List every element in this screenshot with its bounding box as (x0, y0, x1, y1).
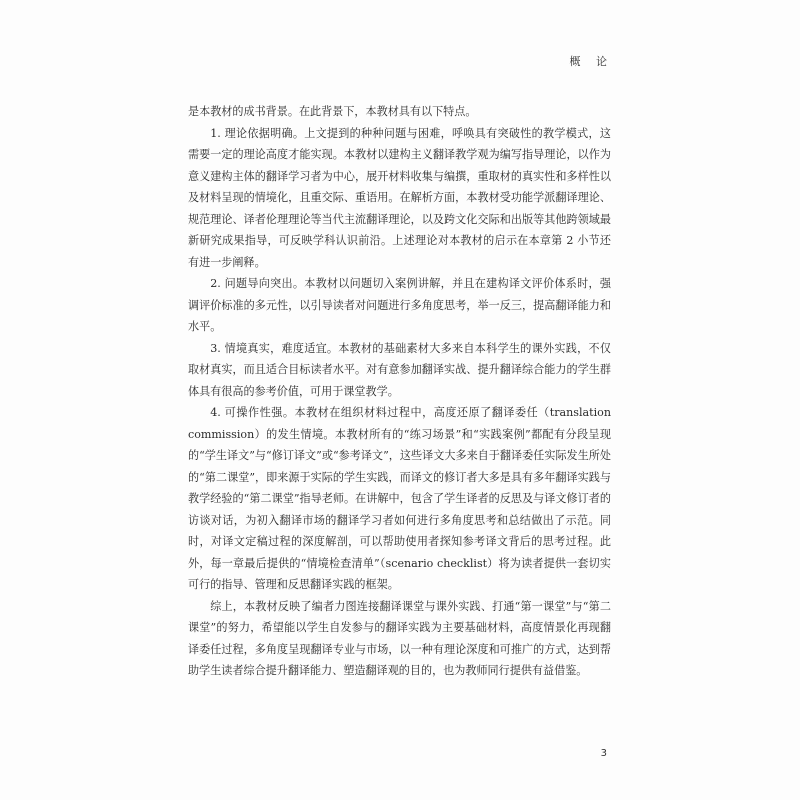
paragraph-feature-2: 2. 问题导向突出。本教材以问题切入案例讲解，并且在建构译文评价体系时，强调评价标准的多元性，以引导读者对问题进行多角度思考，举一反三，提高翻译能力和水平。 (188, 277, 611, 333)
paragraph-summary: 综上，本教材反映了编者力图连接翻译课堂与课外实践、打通“第一课堂”与“第二课堂”的努力，希望能以学生自发参与的翻译实践为主要基础材料，高度情景化再现翻译委任过程，多角度呈现翻译专业与市场，以一种有理论深度和可推广的方式，达到帮助学生读者综合提升翻译能力、塑造翻译观的目的，也为教师同行提供有益借鉴。 (188, 599, 611, 677)
paragraph-feature-4: 4. 可操作性强。本教材在组织材料过程中，高度还原了翻译委任（translation commission）的发生情境。本教材所有的“练习场景”和“实践案例”都配有分段呈现的“学生译文”与“修订译文”或“参考译文”，这些译文大多来自于翻译委任实际发生所处的“第二课堂”，即来源于实际的学生实践，而译文的修订者大多是具有多年翻译实践与教学经验的“第二课堂”指导老师。在讲解中，包含了学生译者的反思及与译文修订者的访谈对话，为初入翻译市场的翻译学习者如何进行多角度思考和总结做出了示范。同时，对译文定稿过程的深度解剖，可以帮助使用者探知参考译文背后的思考过程。此外，每一章最后提供的“情境检查清单”（scenario checklist）将为读者提供一套切实可行的指导、管理和反思翻译实践的框架。 (188, 406, 611, 591)
paragraph-continuation: 是本教材的成书背景。在此背景下，本教材具有以下特点。 (188, 105, 477, 118)
paragraph-feature-1: 1. 理论依据明确。上文提到的种种问题与困难，呼唤具有突破性的教学模式，这需要一定的理论高度才能实现。本教材以建构主义翻译教学观为编写指导理论，以作为意义建构主体的翻译学习者为中心，展开材料收集与编撰，重取材的真实性和多样性以及材料呈现的情境化，且重交际、重语用。在解析方面，本教材受功能学派翻译理论、规范理论、译者伦理理论等当代主流翻译理论，以及跨文化交际和出版等其他跨领域最新研究成果指导，可反映学科认识前沿。上述理论对本教材的启示在本章第 2 小节还有进一步阐释。 (188, 126, 611, 269)
paragraph-feature-3: 3. 情境真实，难度适宜。本教材的基础素材大多来自本科学生的课外实践，不仅取材真实，而且适合目标读者水平。对有意参加翻译实战、提升翻译综合能力的学生群体具有很高的参考价值，可用于课堂教学。 (188, 341, 611, 398)
body-text (188, 101, 611, 682)
running-head: 概 论 (569, 55, 613, 68)
page-number: 3 (600, 748, 607, 759)
